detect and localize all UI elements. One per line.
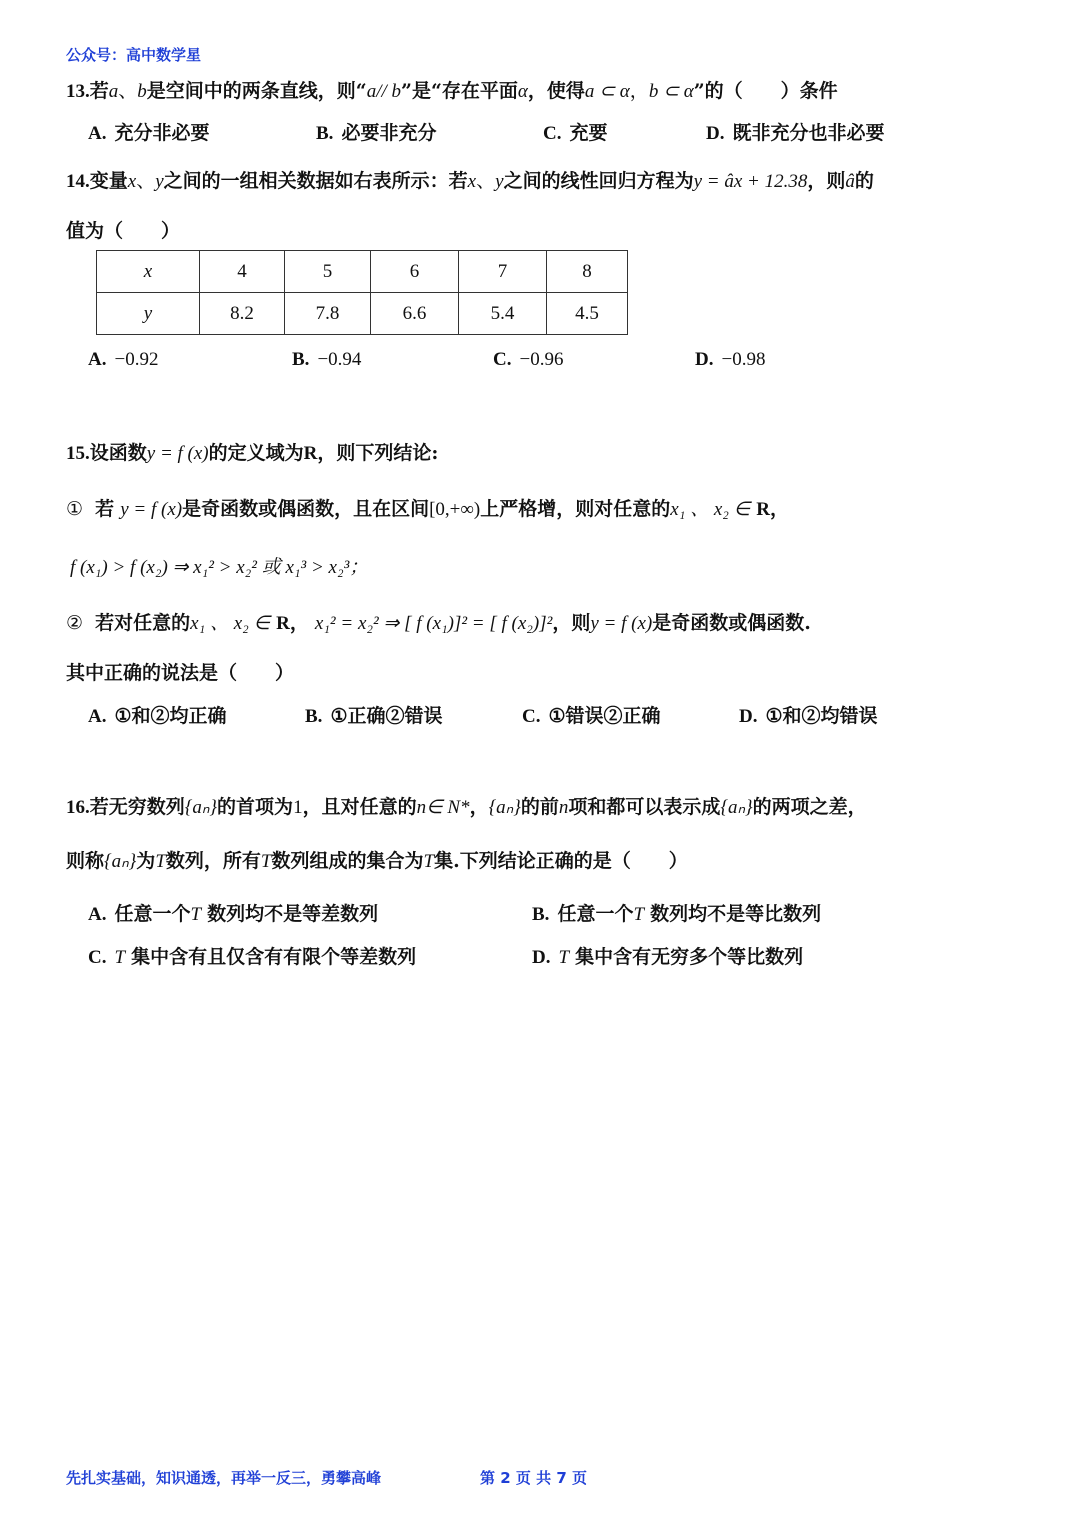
q16-text: 数列，所有 <box>165 850 261 872</box>
option-label: B. <box>305 706 323 727</box>
option-b <box>305 701 442 728</box>
option-label: B. <box>532 904 550 925</box>
option-label: C. <box>493 349 512 370</box>
circled-one: ① <box>66 498 84 520</box>
option-text: 数列均不是等比数列 <box>650 903 822 925</box>
statement-1 <box>66 494 789 521</box>
var-x: x <box>467 171 477 192</box>
option-label: C. <box>543 123 562 144</box>
s1-text: 若 <box>95 498 115 520</box>
table-cell: 4 <box>200 251 285 293</box>
q16-text: ， <box>469 796 489 818</box>
s1-text: ， <box>769 498 789 520</box>
sequence-an: {aₙ} <box>184 797 218 818</box>
q14-sep: 、 <box>136 170 156 192</box>
option-a <box>88 701 227 728</box>
table-cell: 8.2 <box>200 293 285 335</box>
option-text: 充要 <box>569 122 608 144</box>
option-text: 集中含有无穷多个等比数列 <box>575 946 804 968</box>
question-16-stem <box>66 792 867 819</box>
q13-text: 若 <box>89 80 109 102</box>
option-label: A. <box>88 904 107 925</box>
option-label: D. <box>706 123 725 144</box>
var-T: T <box>190 904 202 925</box>
option-label: A. <box>88 349 107 370</box>
option-b <box>292 348 361 371</box>
real-set: R <box>303 443 318 464</box>
option-text: −0.94 <box>317 349 362 370</box>
var-x: x <box>127 171 137 192</box>
s1-text: 是奇函数或偶函数，且在区间 <box>182 498 430 520</box>
q16-text: 项和都可以表示成 <box>568 796 721 818</box>
option-label: D. <box>532 947 551 968</box>
option-text: 任意一个 <box>557 903 634 925</box>
s2-text: ，则 <box>552 612 591 634</box>
option-d <box>739 701 878 728</box>
option-text: ①和②均错误 <box>765 705 878 727</box>
n-in-N: n∈ N* <box>416 797 470 818</box>
var-a-hat: â <box>845 171 855 192</box>
function-f: y = f (x) <box>590 613 653 634</box>
q13-comma: ， <box>629 80 649 102</box>
option-a <box>88 118 210 145</box>
option-c <box>88 942 416 969</box>
table-cell: 8 <box>547 251 628 293</box>
s2-equation: x₁² = x₂² ⇒ [ f (x₁)]² = [ f (x₂)]² <box>314 613 553 634</box>
s1-text: 上严格增，则对任意的 <box>480 498 671 520</box>
option-c <box>522 701 661 728</box>
interval: [0,+∞) <box>429 499 481 520</box>
option-label: B. <box>316 123 334 144</box>
table-cell: 7 <box>459 251 547 293</box>
q14-sep: 、 <box>476 170 496 192</box>
q13-text: ”的（ ）条件 <box>693 80 838 102</box>
real-set: R <box>756 499 770 520</box>
s2-text: ， <box>289 612 309 634</box>
question-number: 13. <box>66 81 90 102</box>
q14-text: 变量 <box>89 170 128 192</box>
option-text: 必要非充分 <box>341 122 437 144</box>
q16-text: 则称 <box>66 850 105 872</box>
question-13-stem <box>66 76 838 103</box>
table-cell: 5.4 <box>459 293 547 335</box>
var-y: y <box>495 171 504 192</box>
q13-text: ”是“存在平面 <box>401 80 518 102</box>
option-text: −0.96 <box>519 349 564 370</box>
q16-text: 的两项之差， <box>752 796 867 818</box>
q16-text: 若无穷数列 <box>89 796 185 818</box>
option-text: 既非充分也非必要 <box>732 122 885 144</box>
table-header-y: y <box>97 293 200 335</box>
s2-text: 是奇函数或偶函数. <box>652 612 811 634</box>
var-T: T <box>558 947 570 968</box>
q16-text: 集.下列结论正确的是（ ） <box>434 850 688 872</box>
footer-motto: 先扎实基础，知识通透，再举一反三，勇攀高峰 <box>66 1469 382 1487</box>
option-label: D. <box>695 349 714 370</box>
option-text: ①错误②正确 <box>548 705 661 727</box>
option-d <box>532 942 803 969</box>
q13-sep: 、 <box>118 80 138 102</box>
q13-text: 是空间中的两条直线，则“ <box>146 80 367 102</box>
var-a: a <box>108 81 119 102</box>
circled-two: ② <box>66 612 84 634</box>
statement-2 <box>66 608 811 635</box>
q13-text: ，使得 <box>527 80 585 102</box>
option-b <box>316 118 436 145</box>
table-cell: 5 <box>285 251 371 293</box>
data-table <box>96 250 628 335</box>
option-label: A. <box>88 123 107 144</box>
parallel-condition: a// b <box>366 81 402 102</box>
vars-x1-x2: x₁ 、 x₂ ∈ <box>190 613 271 634</box>
question-number: 16. <box>66 797 90 818</box>
watermark-header: 公众号：高中数学星 <box>66 46 202 64</box>
q15-text: 设函数 <box>89 442 147 464</box>
var-T: T <box>260 851 272 872</box>
table-cell: 6.6 <box>371 293 459 335</box>
var-T: T <box>423 851 435 872</box>
table-header-x: x <box>97 251 200 293</box>
q15-text: ，则下列结论: <box>317 442 439 464</box>
subset-b: b ⊂ α <box>648 81 694 102</box>
option-label: D. <box>739 706 758 727</box>
option-a <box>88 899 378 926</box>
option-c <box>543 118 608 145</box>
plane-alpha: α <box>517 81 528 102</box>
sequence-an: {aₙ} <box>488 797 521 818</box>
statement-1-implication: f (x₁) > f (x₂) ⇒ x₁² > x₂² 或 x₁³ > x₂³； <box>70 557 369 578</box>
sequence-an: {aₙ} <box>720 797 753 818</box>
option-d <box>695 348 765 371</box>
q16-text: 为 <box>136 850 156 872</box>
option-label: A. <box>88 706 107 727</box>
option-text: 任意一个 <box>114 903 191 925</box>
table-cell: 7.8 <box>285 293 371 335</box>
vars-x1-x2: x₁ 、 x₂ ∈ <box>670 499 751 520</box>
option-b <box>532 899 821 926</box>
q16-text: ，且对任意的 <box>302 796 417 818</box>
q14-text: ，则 <box>807 170 846 192</box>
q14-text: 的 <box>854 170 874 192</box>
q14-text: 之间的线性回归方程为 <box>503 170 694 192</box>
question-15-stem <box>66 438 438 465</box>
option-text: 集中含有且仅含有有限个等差数列 <box>131 946 417 968</box>
option-text: ①正确②错误 <box>330 705 443 727</box>
real-set: R <box>276 613 290 634</box>
first-term: 1 <box>293 797 303 818</box>
var-n: n <box>558 797 569 818</box>
var-T: T <box>155 851 166 872</box>
var-T: T <box>114 947 126 968</box>
var-y: y <box>155 171 164 192</box>
regression-equation: y = âx + 12.38 <box>693 171 808 192</box>
question-number: 14. <box>66 171 90 192</box>
option-label: C. <box>88 947 107 968</box>
option-text: −0.98 <box>721 349 766 370</box>
option-text: ①和②均正确 <box>114 705 227 727</box>
table-row <box>97 251 628 293</box>
function-f: y = f (x) <box>146 443 209 464</box>
page-number: 第 2 页 共 7 页 <box>480 1469 587 1487</box>
table-cell: 4.5 <box>547 293 628 335</box>
table-cell: 6 <box>371 251 459 293</box>
option-label: B. <box>292 349 310 370</box>
subset-a: a ⊂ α <box>584 81 630 102</box>
q16-text: 的首项为 <box>217 796 294 818</box>
question-number: 15. <box>66 443 90 464</box>
var-T: T <box>633 904 645 925</box>
sequence-an: {aₙ} <box>104 851 137 872</box>
option-d <box>706 118 885 145</box>
q14-text: 之间的一组相关数据如右表所示：若 <box>163 170 468 192</box>
question-14-stem <box>66 166 874 193</box>
var-b: b <box>137 81 147 102</box>
q16-text: 数列组成的集合为 <box>271 850 424 872</box>
question-15-ask: 其中正确的说法是（ ） <box>66 662 295 684</box>
option-label: C. <box>522 706 541 727</box>
q15-text: 的定义域为 <box>208 442 304 464</box>
q16-text: 的前 <box>520 796 559 818</box>
function-f: y = f (x) <box>120 499 183 520</box>
s2-text: 若对任意的 <box>95 612 191 634</box>
option-c <box>493 348 563 371</box>
question-14-stem-cont: 值为（ ） <box>66 220 181 242</box>
table-row <box>97 293 628 335</box>
question-16-stem-cont <box>66 846 688 873</box>
option-text: −0.92 <box>114 349 159 370</box>
option-a <box>88 348 158 371</box>
option-text: 数列均不是等差数列 <box>207 903 379 925</box>
option-text: 充分非必要 <box>114 122 210 144</box>
